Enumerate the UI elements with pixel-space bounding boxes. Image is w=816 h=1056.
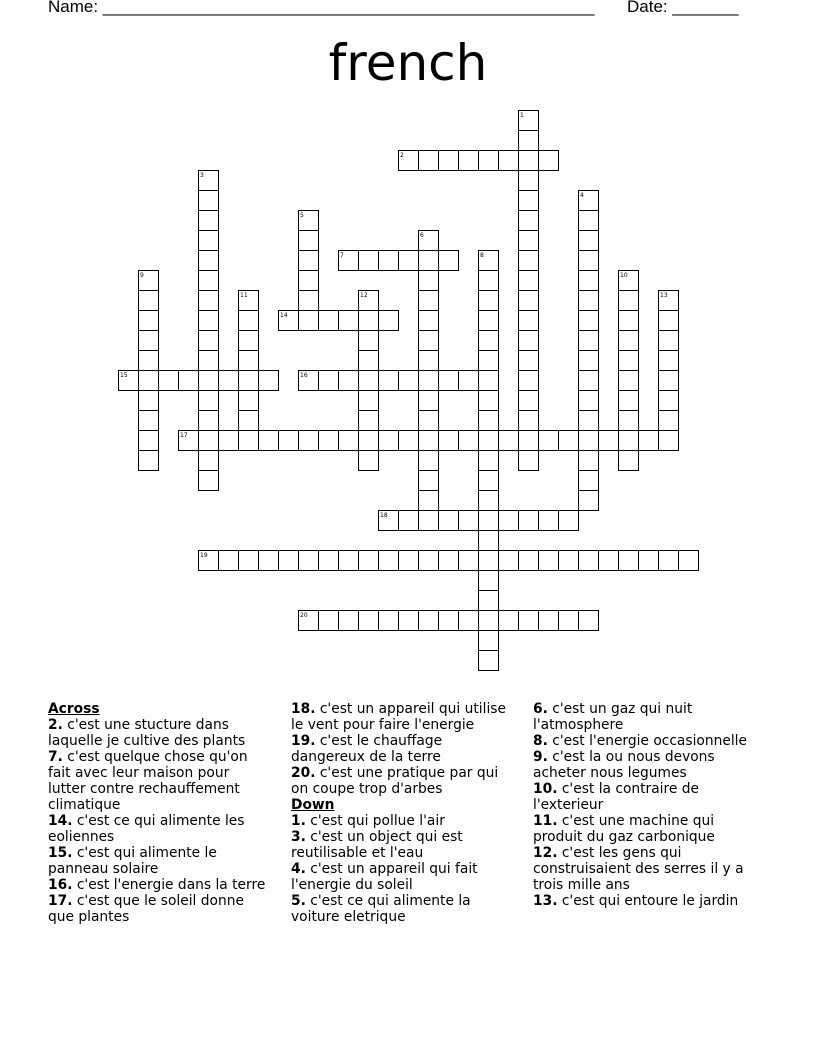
clue-text: c'est l'energie occasionnelle — [547, 733, 747, 749]
grid-cell[interactable] — [419, 611, 439, 631]
grid-cell[interactable] — [139, 431, 159, 451]
grid-cell[interactable] — [519, 291, 539, 311]
clue-text: c'est qui pollue l'air — [305, 813, 445, 829]
grid-cell[interactable] — [139, 291, 159, 311]
clues-column-1 — [48, 701, 268, 925]
cell-number: 7 — [340, 252, 344, 259]
grid-cell[interactable] — [579, 451, 599, 471]
clue-number: 8. — [533, 733, 548, 749]
grid-cell[interactable] — [399, 511, 419, 531]
clue-number: 19. — [291, 733, 316, 749]
grid-cell[interactable] — [539, 611, 559, 631]
clue-number: 14. — [48, 813, 73, 829]
grid-cell[interactable] — [479, 471, 499, 491]
clue-text: c'est les gens qui construisaient des serres il y a trois mille ans — [533, 845, 744, 893]
cell-number: 3 — [200, 172, 204, 179]
grid-cell[interactable] — [559, 511, 579, 531]
clue-item — [291, 813, 513, 829]
clue-number: 3. — [291, 829, 306, 845]
grid-cell[interactable] — [579, 231, 599, 251]
grid-cell[interactable] — [519, 331, 539, 351]
grid-cell[interactable] — [439, 511, 459, 531]
cell-number: 6 — [420, 232, 424, 239]
grid-cell[interactable] — [479, 491, 499, 511]
grid-cell[interactable] — [619, 411, 639, 431]
grid-cell[interactable] — [199, 351, 219, 371]
grid-cell[interactable] — [559, 611, 579, 631]
grid-cell[interactable] — [619, 371, 639, 391]
grid-cell[interactable] — [479, 331, 499, 351]
grid-cell[interactable] — [619, 311, 639, 331]
page-title: french — [328, 34, 488, 92]
grid-cell[interactable] — [479, 351, 499, 371]
grid-cell[interactable] — [419, 431, 439, 451]
grid-cell[interactable] — [259, 371, 279, 391]
grid-cell[interactable] — [439, 611, 459, 631]
grid-cell[interactable] — [239, 371, 259, 391]
clue-text: c'est que le soleil donne que plantes — [48, 893, 244, 925]
clue-text: c'est qui entoure le jardin — [557, 893, 739, 909]
grid-cell[interactable] — [419, 271, 439, 291]
grid-cell[interactable] — [139, 411, 159, 431]
grid-cell[interactable] — [519, 371, 539, 391]
grid-cell[interactable] — [459, 431, 479, 451]
cell-number: 8 — [480, 252, 484, 259]
grid-cell[interactable] — [519, 511, 539, 531]
clue-number: 13. — [533, 893, 558, 909]
grid-cell[interactable] — [499, 151, 519, 171]
grid-cell[interactable] — [579, 551, 599, 571]
grid-cell[interactable] — [579, 491, 599, 511]
grid-cell[interactable] — [579, 271, 599, 291]
clue-item — [291, 861, 513, 893]
grid-cell[interactable] — [199, 311, 219, 331]
grid-cell[interactable] — [399, 251, 419, 271]
grid-cell[interactable] — [579, 291, 599, 311]
cell-number: 11 — [240, 292, 248, 299]
grid-cell[interactable] — [619, 291, 639, 311]
grid-cell[interactable] — [519, 211, 539, 231]
cell-number: 2 — [400, 152, 404, 159]
clue-text: c'est une stucture dans laquelle je cultive des plants — [48, 717, 246, 749]
grid-cell[interactable] — [479, 631, 499, 651]
grid-cell[interactable] — [579, 411, 599, 431]
grid-cell[interactable] — [199, 371, 219, 391]
grid-cell[interactable] — [519, 231, 539, 251]
grid-cell[interactable] — [479, 271, 499, 291]
grid-cell[interactable] — [519, 351, 539, 371]
grid-cell[interactable] — [559, 431, 579, 451]
grid-cell[interactable] — [339, 431, 359, 451]
grid-cell[interactable] — [579, 371, 599, 391]
grid-cell[interactable] — [519, 271, 539, 291]
clue-text: c'est une machine qui produit du gaz carbonique — [533, 813, 715, 845]
grid-cell[interactable] — [519, 451, 539, 471]
grid-cell[interactable] — [299, 251, 319, 271]
grid-cell[interactable] — [579, 251, 599, 271]
grid-cell[interactable] — [479, 531, 499, 551]
across-heading: Across — [48, 701, 100, 717]
grid-cell[interactable] — [379, 371, 399, 391]
grid-cell[interactable] — [199, 291, 219, 311]
grid-cell[interactable] — [359, 551, 379, 571]
grid-cell[interactable] — [439, 431, 459, 451]
clue-text: c'est la ou nous devons acheter nous legumes — [533, 749, 715, 781]
clue-item — [533, 749, 763, 781]
clue-text: c'est une pratique par qui on coupe trop d'arbes — [291, 765, 499, 797]
grid-cell[interactable] — [659, 371, 679, 391]
clue-text: c'est un object qui est reutilisable et l'eau — [291, 829, 463, 861]
grid-cell[interactable] — [539, 151, 559, 171]
clue-item — [533, 845, 763, 893]
clue-item — [533, 733, 763, 749]
clue-number: 15. — [48, 845, 73, 861]
grid-cell[interactable] — [519, 431, 539, 451]
grid-cell[interactable] — [259, 431, 279, 451]
grid-cell[interactable] — [399, 431, 419, 451]
clue-number: 10. — [533, 781, 558, 797]
grid-cell[interactable] — [199, 271, 219, 291]
clue-text: c'est le chauffage dangereux de la terre — [291, 733, 443, 765]
grid-cell[interactable] — [479, 371, 499, 391]
cell-number: 5 — [300, 212, 304, 219]
grid-cell[interactable] — [339, 311, 359, 331]
grid-cell[interactable] — [219, 371, 239, 391]
grid-cell[interactable] — [319, 371, 339, 391]
grid-cell[interactable] — [379, 611, 399, 631]
grid-cell[interactable] — [519, 191, 539, 211]
grid-cell[interactable] — [419, 551, 439, 571]
clue-number: 4. — [291, 861, 306, 877]
grid-cell[interactable] — [479, 391, 499, 411]
grid-cell[interactable] — [519, 251, 539, 271]
grid-cell[interactable] — [239, 431, 259, 451]
grid-cell[interactable] — [319, 431, 339, 451]
grid-cell[interactable] — [659, 431, 679, 451]
cell-number: 20 — [300, 612, 308, 619]
grid-cell[interactable] — [459, 371, 479, 391]
grid-cell[interactable] — [599, 551, 619, 571]
grid-cell[interactable] — [199, 211, 219, 231]
clue-text: c'est un appareil qui utilise le vent pour faire l'energie — [291, 701, 506, 733]
grid-cell[interactable] — [159, 371, 179, 391]
clue-item — [533, 701, 763, 733]
grid-cell[interactable] — [219, 431, 239, 451]
grid-cell[interactable] — [499, 551, 519, 571]
clue-item — [291, 733, 513, 765]
grid-cell[interactable] — [419, 151, 439, 171]
clue-number: 9. — [533, 749, 548, 765]
grid-cell[interactable] — [419, 471, 439, 491]
grid-cell[interactable] — [299, 551, 319, 571]
grid-cell[interactable] — [379, 551, 399, 571]
grid-cell[interactable] — [359, 331, 379, 351]
grid-cell[interactable] — [439, 251, 459, 271]
grid-cell[interactable] — [399, 371, 419, 391]
grid-cell[interactable] — [299, 231, 319, 251]
clue-item — [48, 893, 268, 925]
grid-cell[interactable] — [239, 411, 259, 431]
clues-column-3 — [533, 701, 763, 909]
clue-number: 6. — [533, 701, 548, 717]
grid-cell[interactable] — [419, 291, 439, 311]
grid-cell[interactable] — [539, 431, 559, 451]
clue-text: c'est un appareil qui fait l'energie du soleil — [291, 861, 478, 893]
clues-column-2 — [291, 701, 513, 925]
down-heading: Down — [291, 797, 335, 813]
grid-cell[interactable] — [579, 611, 599, 631]
grid-cell[interactable] — [579, 311, 599, 331]
grid-cell[interactable] — [359, 371, 379, 391]
clue-number: 11. — [533, 813, 558, 829]
grid-cell[interactable] — [579, 431, 599, 451]
grid-cell[interactable] — [459, 611, 479, 631]
clue-text: c'est ce qui alimente la voiture eletrique — [291, 893, 471, 925]
grid-cell[interactable] — [419, 511, 439, 531]
grid-cell[interactable] — [479, 511, 499, 531]
grid-cell[interactable] — [399, 611, 419, 631]
clue-item — [48, 717, 268, 749]
clue-number: 16. — [48, 877, 73, 893]
clue-item — [48, 845, 268, 877]
grid-cell[interactable] — [439, 551, 459, 571]
grid-cell[interactable] — [659, 551, 679, 571]
grid-cell[interactable] — [599, 431, 619, 451]
grid-cell[interactable] — [199, 431, 219, 451]
grid-cell[interactable] — [199, 191, 219, 211]
clue-number: 1. — [291, 813, 306, 829]
grid-cell[interactable] — [199, 251, 219, 271]
cell-number: 10 — [620, 272, 628, 279]
grid-cell[interactable] — [559, 551, 579, 571]
grid-cell[interactable] — [219, 551, 239, 571]
grid-cell[interactable] — [619, 331, 639, 351]
clue-text: c'est la contraire de l'exterieur — [533, 781, 699, 813]
grid-cell[interactable] — [519, 171, 539, 191]
grid-cell[interactable] — [419, 491, 439, 511]
cell-number: 1 — [520, 112, 524, 119]
clue-item — [533, 893, 763, 909]
grid-cell[interactable] — [619, 391, 639, 411]
grid-cell[interactable] — [359, 391, 379, 411]
grid-cell[interactable] — [419, 351, 439, 371]
clue-number: 12. — [533, 845, 558, 861]
clue-item — [48, 813, 268, 845]
clue-item — [48, 749, 268, 813]
grid-cell[interactable] — [379, 251, 399, 271]
grid-cell[interactable] — [139, 331, 159, 351]
grid-cell[interactable] — [619, 431, 639, 451]
cell-number: 12 — [360, 292, 368, 299]
clue-number: 18. — [291, 701, 316, 717]
grid-cell[interactable] — [639, 551, 659, 571]
grid-cell[interactable] — [439, 151, 459, 171]
grid-cell[interactable] — [279, 551, 299, 571]
grid-cell[interactable] — [339, 371, 359, 391]
grid-cell[interactable] — [419, 391, 439, 411]
grid-cell[interactable] — [279, 431, 299, 451]
grid-cell[interactable] — [479, 611, 499, 631]
grid-cell[interactable] — [439, 371, 459, 391]
grid-cell[interactable] — [479, 571, 499, 591]
grid-cell[interactable] — [659, 351, 679, 371]
grid-cell[interactable] — [359, 431, 379, 451]
clue-item — [291, 829, 513, 861]
grid-cell[interactable] — [579, 391, 599, 411]
grid-cell[interactable] — [579, 471, 599, 491]
grid-cell[interactable] — [519, 151, 539, 171]
grid-cell[interactable] — [479, 451, 499, 471]
cell-number: 13 — [660, 292, 668, 299]
cell-number: 16 — [300, 372, 308, 379]
grid-cell[interactable] — [239, 391, 259, 411]
grid-cell[interactable] — [479, 551, 499, 571]
grid-cell[interactable] — [139, 451, 159, 471]
grid-cell[interactable] — [519, 311, 539, 331]
grid-cell[interactable] — [239, 351, 259, 371]
grid-cell[interactable] — [479, 151, 499, 171]
grid-cell[interactable] — [579, 351, 599, 371]
grid-cell[interactable] — [299, 431, 319, 451]
clue-number: 20. — [291, 765, 316, 781]
grid-cell[interactable] — [259, 551, 279, 571]
clue-text: c'est qui alimente le panneau solaire — [48, 845, 217, 877]
grid-cell[interactable] — [479, 311, 499, 331]
cell-number: 17 — [180, 432, 188, 439]
grid-cell[interactable] — [199, 411, 219, 431]
grid-cell[interactable] — [359, 251, 379, 271]
grid-cell[interactable] — [459, 511, 479, 531]
grid-cell[interactable] — [299, 291, 319, 311]
grid-cell[interactable] — [379, 311, 399, 331]
grid-cell[interactable] — [359, 351, 379, 371]
grid-cell[interactable] — [179, 371, 199, 391]
grid-cell[interactable] — [619, 351, 639, 371]
grid-cell[interactable] — [199, 331, 219, 351]
clue-item — [291, 765, 513, 797]
grid-cell[interactable] — [419, 251, 439, 271]
cell-number: 18 — [380, 512, 388, 519]
clue-number: 2. — [48, 717, 63, 733]
grid-cell[interactable] — [639, 431, 659, 451]
grid-cell[interactable] — [139, 311, 159, 331]
grid-cell[interactable] — [419, 371, 439, 391]
clue-text: c'est l'energie dans la terre — [72, 877, 266, 893]
clue-item — [291, 701, 513, 733]
date-field-label: Date: _______ — [627, 0, 739, 16]
grid-cell[interactable] — [519, 391, 539, 411]
grid-cell[interactable] — [479, 431, 499, 451]
grid-cell[interactable] — [499, 511, 519, 531]
grid-cell[interactable] — [379, 431, 399, 451]
grid-cell[interactable] — [139, 391, 159, 411]
grid-cell[interactable] — [579, 211, 599, 231]
grid-cell[interactable] — [199, 391, 219, 411]
grid-cell[interactable] — [419, 411, 439, 431]
clue-item — [48, 877, 268, 893]
grid-cell[interactable] — [519, 131, 539, 151]
grid-cell[interactable] — [679, 551, 699, 571]
grid-cell[interactable] — [619, 451, 639, 471]
grid-cell[interactable] — [199, 231, 219, 251]
clue-text: c'est un gaz qui nuit l'atmosphere — [533, 701, 693, 733]
grid-cell[interactable] — [359, 451, 379, 471]
clue-item — [533, 781, 763, 813]
grid-cell[interactable] — [479, 291, 499, 311]
grid-cell[interactable] — [359, 411, 379, 431]
grid-cell[interactable] — [519, 411, 539, 431]
grid-cell[interactable] — [359, 611, 379, 631]
grid-cell[interactable] — [239, 551, 259, 571]
grid-cell[interactable] — [479, 651, 499, 671]
grid-cell[interactable] — [199, 471, 219, 491]
cell-number: 19 — [200, 552, 208, 559]
name-field-label: Name: ____________________________________________________ — [48, 0, 595, 16]
grid-cell[interactable] — [659, 331, 679, 351]
grid-cell[interactable] — [519, 551, 539, 571]
grid-cell[interactable] — [339, 551, 359, 571]
grid-cell[interactable] — [579, 331, 599, 351]
clue-number: 7. — [48, 749, 63, 765]
clue-item — [533, 813, 763, 845]
grid-cell[interactable] — [319, 551, 339, 571]
grid-cell[interactable] — [459, 551, 479, 571]
grid-cell[interactable] — [519, 611, 539, 631]
grid-cell[interactable] — [499, 431, 519, 451]
cell-number: 9 — [140, 272, 144, 279]
grid-cell[interactable] — [339, 611, 359, 631]
grid-cell[interactable] — [659, 311, 679, 331]
grid-cell[interactable] — [239, 311, 259, 331]
grid-cell[interactable] — [299, 311, 319, 331]
clue-item — [291, 893, 513, 925]
grid-cell[interactable] — [619, 551, 639, 571]
grid-cell[interactable] — [479, 411, 499, 431]
grid-cell[interactable] — [539, 511, 559, 531]
grid-cell[interactable] — [659, 391, 679, 411]
grid-cell[interactable] — [319, 611, 339, 631]
grid-cell[interactable] — [459, 151, 479, 171]
grid-cell[interactable] — [659, 411, 679, 431]
clue-number: 5. — [291, 893, 306, 909]
grid-cell[interactable] — [419, 331, 439, 351]
cell-number: 15 — [120, 372, 128, 379]
grid-cell[interactable] — [499, 611, 519, 631]
grid-cell[interactable] — [299, 271, 319, 291]
cell-number: 14 — [280, 312, 288, 319]
cell-number: 4 — [580, 192, 584, 199]
grid-cell[interactable] — [539, 551, 559, 571]
grid-cell[interactable] — [199, 451, 219, 471]
grid-cell[interactable] — [319, 311, 339, 331]
grid-cell[interactable] — [239, 331, 259, 351]
clue-text: c'est ce qui alimente les eoliennes — [48, 813, 245, 845]
grid-cell[interactable] — [419, 451, 439, 471]
grid-cell[interactable] — [419, 311, 439, 331]
clue-text: c'est quelque chose qu'on fait avec leur maison pour lutter contre rechauffement climatique — [48, 749, 248, 813]
grid-cell[interactable] — [139, 351, 159, 371]
grid-cell[interactable] — [359, 311, 379, 331]
clue-number: 17. — [48, 893, 73, 909]
grid-cell[interactable] — [139, 371, 159, 391]
grid-cell[interactable] — [399, 551, 419, 571]
grid-cell[interactable] — [479, 591, 499, 611]
